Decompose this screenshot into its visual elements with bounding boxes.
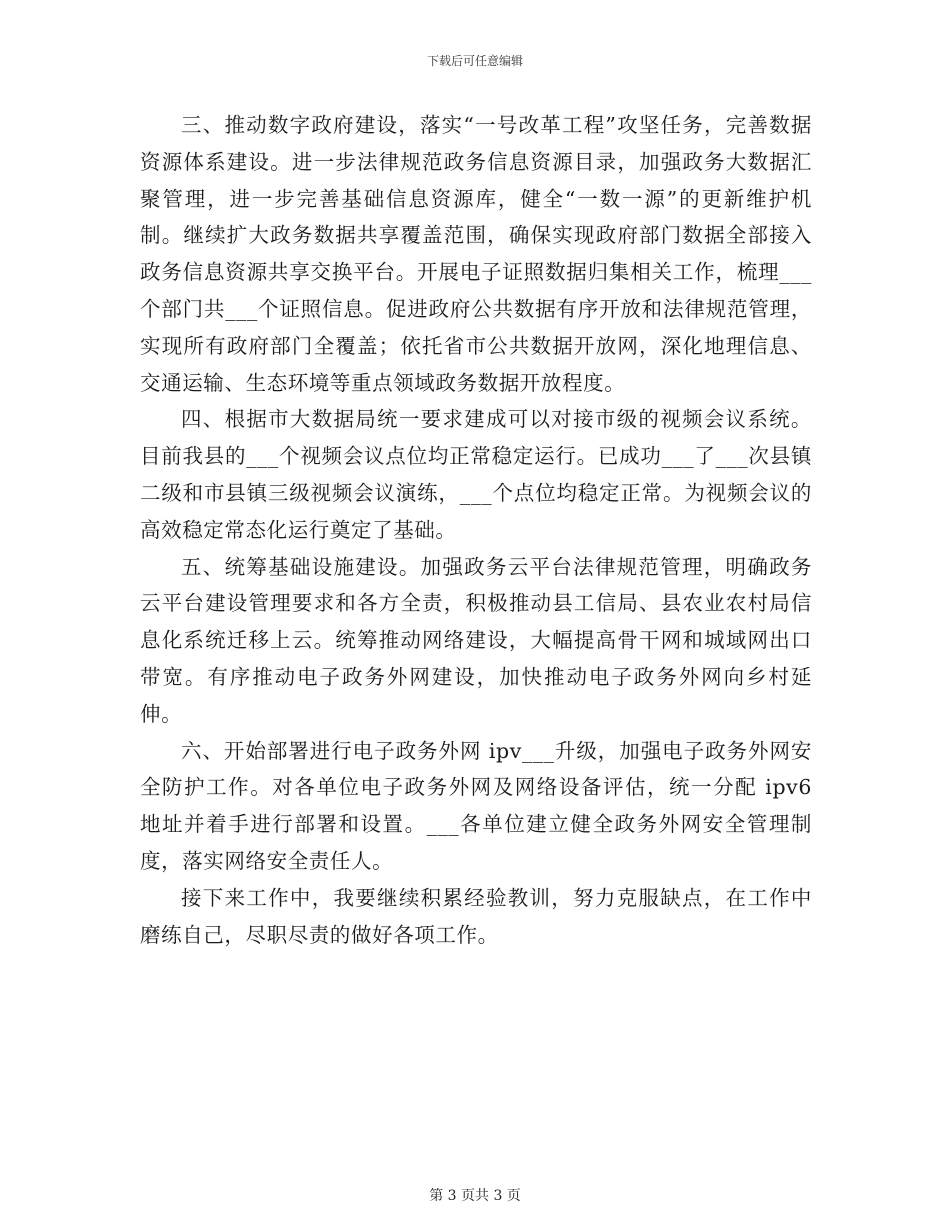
paragraph-conclusion: 接下来工作中，我要继续积累经验教训，努力克服缺点，在工作中磨练自己，尽职尽责的做好各项工作。 — [140, 885, 812, 947]
document-body — [140, 107, 812, 953]
paragraph-ipv6-upgrade: 六、开始部署进行电子政务外网 ipv___升级，加强电子政务外网安全防护工作。对各单位电子政务外网及网络设备评估，统一分配 ipv6 地址并着手进行部署和设置。___各单位建立健全政务外网安全管理制度，落实网络安全责任人。 — [140, 738, 812, 873]
paragraph-infrastructure: 五、统筹基础设施建设。加强政务云平台法律规范管理，明确政务云平台建设管理要求和各方全责，积极推动县工信局、县农业农村局信息化系统迁移上云。统筹推动网络建设，大幅提高骨干网和城域网出口带宽。有序推动电子政务外网建设，加快推动电子政务外网向乡村延伸。 — [140, 554, 812, 726]
page-number: 第 3 页共 3 页 — [429, 1188, 521, 1204]
paragraph-digital-government: 三、推动数字政府建设，落实“一号改革工程”攻坚任务，完善数据资源体系建设。进一步法律规范政务信息资源目录，加强政务大数据汇聚管理，进一步完善基础信息资源库，健全“一数一源”的更新维护机制。继续扩大政务数据共享覆盖范围，确保实现政府部门数据全部接入政务信息资源共享交换平台。开展电子证照数据归集相关工作，梳理___个部门共___个证照信息。促进政府公共数据有序开放和法律规范管理，实现所有政府部门全覆盖；依托省市公共数据开放网，深化地理信息、交通运输、生态环境等重点领域政务数据开放程度。 — [140, 113, 812, 395]
page-header: 下载后可任意编辑 — [426, 54, 523, 68]
paragraph-video-conference: 四、根据市大数据局统一要求建成可以对接市级的视频会议系统。目前我县的___个视频会议点位均正常稳定运行。已成功___了___次县镇二级和市县镇三级视频会议演练，___个点位均稳定正常。为视频会议的高效稳定常态化运行奠定了基础。 — [140, 407, 812, 542]
